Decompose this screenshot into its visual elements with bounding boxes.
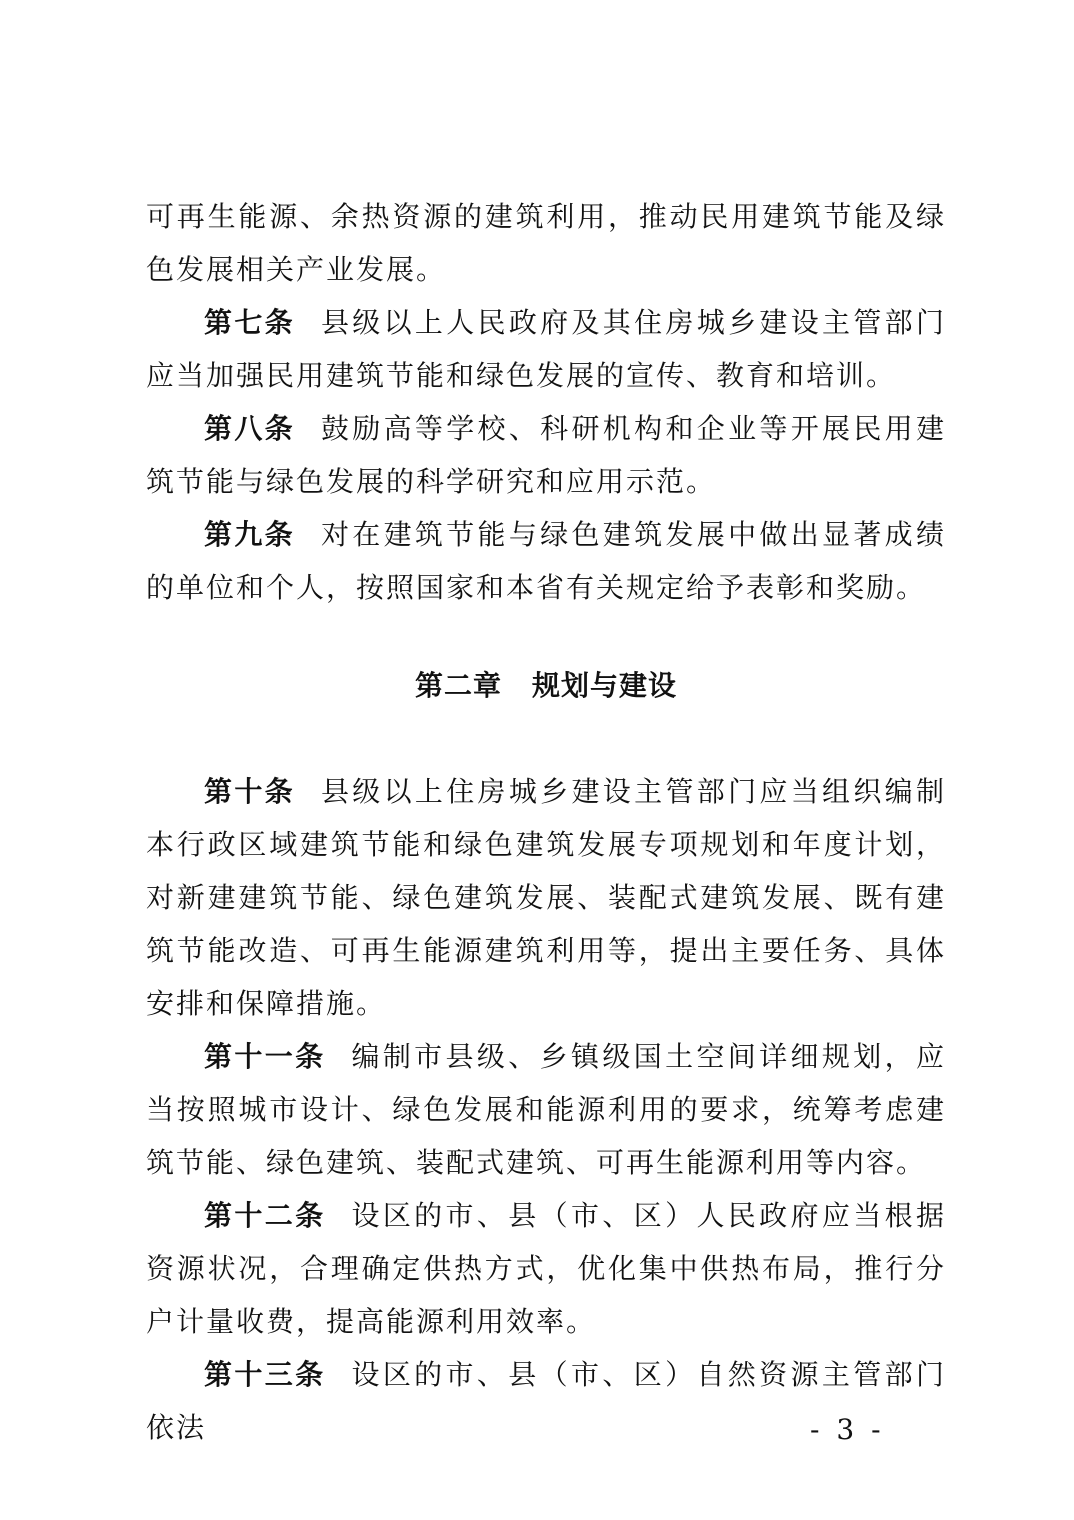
article-9 — [146, 508, 946, 614]
article-12 — [146, 1189, 946, 1348]
body-text-top — [146, 190, 946, 614]
chapter-number: 第二章 — [414, 669, 502, 702]
article-text: 对在建筑节能与绿色建筑发展中做出显著成绩的单位和个人，按照国家和本省有关规定给予表彰和奖励。 — [146, 518, 946, 604]
article-label: 第十一条 — [204, 1040, 326, 1073]
article-11 — [146, 1030, 946, 1189]
body-text-bottom — [146, 765, 946, 1454]
continuation-paragraph: 可再生能源、余热资源的建筑利用，推动民用建筑节能及绿色发展相关产业发展。 — [146, 200, 946, 286]
chapter-heading — [146, 664, 946, 708]
article-8 — [146, 402, 946, 508]
article-10 — [146, 765, 946, 1030]
article-label: 第十三条 — [204, 1358, 326, 1391]
article-7 — [146, 296, 946, 402]
article-text: 编制市县级、乡镇级国土空间详细规划，应当按照城市设计、绿色发展和能源利用的要求，统筹考虑建筑节能、绿色建筑、装配式建筑、可再生能源利用等内容。 — [146, 1040, 946, 1179]
article-label: 第八条 — [204, 412, 295, 445]
article-label: 第九条 — [204, 518, 295, 551]
article-text: 县级以上人民政府及其住房城乡建设主管部门应当加强民用建筑节能和绿色发展的宣传、教育和培训。 — [146, 306, 946, 392]
chapter-title: 规划与建设 — [532, 669, 678, 702]
page-number: - 3 - — [810, 1413, 885, 1446]
article-label: 第七条 — [204, 306, 295, 339]
article-label: 第十二条 — [204, 1199, 326, 1232]
article-text: 设区的市、县（市、区）自然资源主管部门依法 — [146, 1358, 946, 1444]
article-text: 设区的市、县（市、区）人民政府应当根据资源状况，合理确定供热方式，优化集中供热布局，推行分户计量收费，提高能源利用效率。 — [146, 1199, 946, 1338]
article-label: 第十条 — [204, 775, 295, 808]
article-text: 鼓励高等学校、科研机构和企业等开展民用建筑节能与绿色发展的科学研究和应用示范。 — [146, 412, 946, 498]
article-text: 县级以上住房城乡建设主管部门应当组织编制本行政区域建筑节能和绿色建筑发展专项规划和年度计划，对新建建筑节能、绿色建筑发展、装配式建筑发展、既有建筑节能改造、可再生能源建筑利用等，提出主要任务、具体安排和保障措施。 — [146, 775, 946, 1020]
